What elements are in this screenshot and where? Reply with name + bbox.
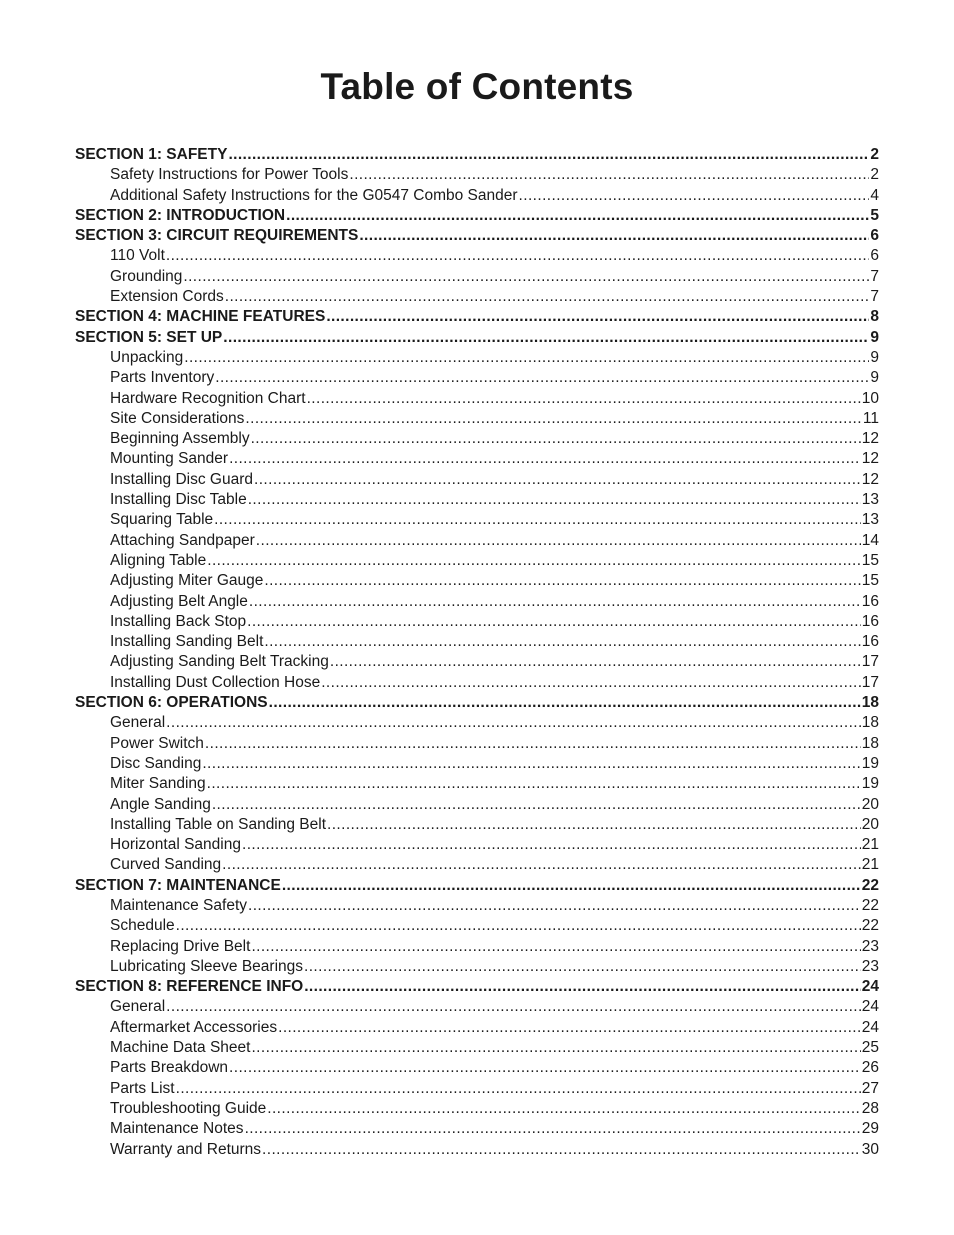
toc-section-entry[interactable] (75, 226, 879, 246)
toc-entry-label: Machine Data Sheet (110, 1039, 251, 1057)
toc-entry-label: Horizontal Sanding (110, 836, 241, 854)
dot-leader (249, 592, 861, 612)
toc-entry-label: Adjusting Belt Angle (110, 592, 248, 610)
toc-entry-label: SECTION 8: REFERENCE INFO (75, 978, 304, 996)
toc-entry-page-number: 24 (861, 998, 879, 1016)
toc-entry-label: Installing Disc Table (110, 491, 247, 509)
toc-section-entry[interactable] (75, 307, 879, 327)
toc-entry-label: Installing Table on Sanding Belt (110, 815, 327, 833)
toc-item-entry[interactable] (75, 389, 879, 409)
page-title: Table of Contents (320, 66, 634, 107)
toc-item-entry[interactable] (75, 348, 879, 368)
toc-entry-page-number: 30 (861, 1140, 879, 1158)
dot-leader (229, 449, 861, 469)
toc-item-entry[interactable] (75, 531, 879, 551)
toc-entry-label: Troubleshooting Guide (110, 1099, 267, 1117)
toc-item-entry[interactable] (75, 734, 879, 754)
toc-item-entry[interactable] (75, 1038, 879, 1058)
toc-item-entry[interactable] (75, 246, 879, 266)
toc-entry-page-number: 12 (861, 450, 879, 468)
dot-leader (242, 835, 861, 855)
toc-entry-label: Curved Sanding (110, 856, 222, 874)
toc-item-entry[interactable] (75, 713, 879, 733)
toc-entry-page-number: 24 (861, 978, 879, 996)
toc-entry-label: Maintenance Safety (110, 896, 248, 914)
toc-section-entry[interactable] (75, 206, 879, 226)
dot-leader (184, 348, 869, 368)
dot-leader (264, 632, 860, 652)
toc-entry-label: Attaching Sandpaper (110, 531, 255, 549)
toc-entry-label: Aligning Table (110, 551, 207, 569)
dot-leader (327, 815, 861, 835)
toc-item-entry[interactable] (75, 409, 879, 429)
toc-entry-page-number: 20 (861, 795, 879, 813)
toc-entry-label: Safety Instructions for Power Tools (110, 166, 349, 184)
dot-leader (256, 531, 861, 551)
dot-leader (330, 652, 861, 672)
dot-leader (349, 165, 869, 185)
dot-leader (225, 287, 870, 307)
toc-entry-page-number: 21 (861, 836, 879, 854)
toc-entry-label: General (110, 998, 166, 1016)
toc-entry-page-number: 14 (861, 531, 879, 549)
toc-entry-label: Installing Dust Collection Hose (110, 673, 321, 691)
toc-entry-page-number: 9 (870, 348, 879, 366)
toc-entry-label: Grounding (110, 267, 183, 285)
toc-item-entry[interactable] (75, 1099, 879, 1119)
toc-entry-page-number: 15 (861, 572, 879, 590)
toc-entry-page-number: 26 (861, 1059, 879, 1077)
toc-entry-label: SECTION 5: SET UP (75, 328, 223, 346)
toc-entry-page-number: 9 (870, 328, 879, 346)
toc-section-entry[interactable] (75, 693, 879, 713)
toc-entry-label: Adjusting Miter Gauge (110, 572, 264, 590)
toc-entry-page-number: 18 (861, 734, 879, 752)
dot-leader (251, 937, 860, 957)
toc-entry-page-number: 16 (861, 633, 879, 651)
toc-entry-page-number: 7 (870, 267, 879, 285)
toc-entry-page-number: 10 (861, 389, 879, 407)
toc-entry-label: Squaring Table (110, 511, 214, 529)
toc-entry-page-number: 9 (870, 369, 879, 387)
dot-leader (262, 1140, 861, 1160)
toc-item-entry[interactable] (75, 652, 879, 672)
dot-leader (278, 1018, 861, 1038)
dot-leader (176, 916, 861, 936)
toc-entry-page-number: 7 (870, 288, 879, 306)
dot-leader (321, 673, 861, 693)
toc-entry-label: SECTION 6: OPERATIONS (75, 694, 268, 712)
toc-item-entry[interactable] (75, 429, 879, 449)
toc-entry-label: Lubricating Sleeve Bearings (110, 957, 304, 975)
toc-entry-label: Parts List (110, 1079, 175, 1097)
toc-entry-label: Warranty and Returns (110, 1140, 262, 1158)
dot-leader (176, 1079, 861, 1099)
toc-entry-label: Unpacking (110, 348, 184, 366)
dot-leader (251, 1038, 860, 1058)
toc-section-entry[interactable] (75, 145, 879, 165)
toc-entry-page-number: 23 (861, 957, 879, 975)
toc-item-entry[interactable] (75, 1119, 879, 1139)
dot-leader (286, 206, 869, 226)
toc-entry-page-number: 17 (861, 673, 879, 691)
toc-item-entry[interactable] (75, 632, 879, 652)
toc-entry-page-number: 15 (861, 551, 879, 569)
toc-item-entry[interactable] (75, 267, 879, 287)
toc-entry-page-number: 13 (861, 491, 879, 509)
toc-item-entry[interactable] (75, 937, 879, 957)
dot-leader (222, 855, 861, 875)
toc-entry-label: SECTION 7: MAINTENANCE (75, 876, 281, 894)
toc-entry-label: Beginning Assembly (110, 430, 250, 448)
toc-entry-page-number: 11 (862, 409, 879, 427)
toc-entry-label: SECTION 3: CIRCUIT REQUIREMENTS (75, 227, 359, 245)
toc-entry-page-number: 25 (861, 1039, 879, 1057)
dot-leader (215, 368, 869, 388)
dot-leader (251, 429, 861, 449)
toc-entry-label: Parts Breakdown (110, 1059, 229, 1077)
toc-entry-label: General (110, 714, 166, 732)
toc-entry-label: Replacing Drive Belt (110, 937, 251, 955)
dot-leader (205, 734, 861, 754)
toc-entry-page-number: 2 (870, 146, 879, 163)
dot-leader (254, 470, 861, 490)
toc-entry-label: Installing Disc Guard (110, 470, 254, 488)
dot-leader (304, 977, 861, 997)
toc-entry-label: Disc Sanding (110, 754, 202, 772)
toc-section-entry[interactable] (75, 977, 879, 997)
toc-entry-label: Installing Back Stop (110, 612, 247, 630)
table-of-contents (75, 145, 879, 1160)
toc-item-entry[interactable] (75, 510, 879, 530)
toc-entry-page-number: 19 (861, 754, 879, 772)
toc-entry-page-number: 22 (861, 896, 879, 914)
dot-leader (223, 328, 869, 348)
toc-entry-label: SECTION 4: MACHINE FEATURES (75, 308, 326, 326)
toc-entry-page-number: 17 (861, 653, 879, 671)
dot-leader (245, 1119, 861, 1139)
dot-leader (248, 896, 861, 916)
dot-leader (304, 957, 861, 977)
toc-section-entry[interactable] (75, 328, 879, 348)
toc-item-entry[interactable] (75, 490, 879, 510)
dot-leader (212, 795, 861, 815)
toc-item-entry[interactable] (75, 1140, 879, 1160)
dot-leader (207, 551, 861, 571)
toc-entry-label: Angle Sanding (110, 795, 211, 813)
dot-leader (359, 226, 869, 246)
dot-leader (282, 876, 861, 896)
toc-entry-page-number: 2 (870, 166, 879, 184)
toc-item-entry[interactable] (75, 673, 879, 693)
toc-item-entry[interactable] (75, 470, 879, 490)
toc-item-entry[interactable] (75, 957, 879, 977)
toc-item-entry[interactable] (75, 754, 879, 774)
toc-entry-page-number: 18 (861, 694, 879, 712)
toc-entry-page-number: 23 (861, 937, 879, 955)
dot-leader (326, 307, 869, 327)
toc-entry-page-number: 16 (861, 592, 879, 610)
toc-entry-page-number: 12 (861, 470, 879, 488)
dot-leader (267, 1099, 861, 1119)
toc-entry-label: Hardware Recognition Chart (110, 389, 306, 407)
dot-leader (228, 145, 869, 165)
toc-item-entry[interactable] (75, 368, 879, 388)
dot-leader (202, 754, 860, 774)
dot-leader (229, 1058, 861, 1078)
toc-item-entry[interactable] (75, 835, 879, 855)
toc-entry-label: Site Considerations (110, 409, 245, 427)
toc-item-entry[interactable] (75, 997, 879, 1017)
toc-entry-page-number: 6 (870, 227, 879, 245)
toc-entry-page-number: 22 (861, 917, 879, 935)
toc-entry-page-number: 12 (861, 430, 879, 448)
toc-entry-page-number: 16 (861, 612, 879, 630)
toc-entry-page-number: 5 (870, 206, 879, 224)
toc-entry-page-number: 19 (861, 775, 879, 793)
toc-entry-label: Miter Sanding (110, 775, 206, 793)
toc-item-entry[interactable] (75, 795, 879, 815)
toc-item-entry[interactable] (75, 165, 879, 185)
dot-leader (269, 693, 861, 713)
toc-entry-label: Mounting Sander (110, 450, 229, 468)
toc-item-entry[interactable] (75, 1079, 879, 1099)
toc-section-entry[interactable] (75, 876, 879, 896)
toc-entry-label: Power Switch (110, 734, 204, 752)
toc-item-entry[interactable] (75, 612, 879, 632)
toc-entry-label: Aftermarket Accessories (110, 1018, 278, 1036)
toc-item-entry[interactable] (75, 896, 879, 916)
dot-leader (245, 409, 861, 429)
toc-entry-label: Maintenance Notes (110, 1120, 244, 1138)
toc-entry-page-number: 13 (861, 511, 879, 529)
toc-entry-page-number: 22 (861, 876, 879, 894)
toc-entry-label: Schedule (110, 917, 175, 935)
dot-leader (166, 713, 861, 733)
toc-item-entry[interactable] (75, 774, 879, 794)
dot-leader (519, 186, 870, 206)
toc-entry-page-number: 27 (861, 1079, 879, 1097)
dot-leader (247, 612, 861, 632)
dot-leader (307, 389, 861, 409)
toc-item-entry[interactable] (75, 1058, 879, 1078)
dot-leader (183, 267, 869, 287)
toc-entry-page-number: 8 (870, 308, 879, 326)
toc-item-entry[interactable] (75, 855, 879, 875)
toc-entry-page-number: 6 (870, 247, 879, 265)
toc-entry-page-number: 18 (861, 714, 879, 732)
toc-entry-page-number: 21 (861, 856, 879, 874)
toc-item-entry[interactable] (75, 571, 879, 591)
toc-entry-page-number: 20 (861, 815, 879, 833)
dot-leader (207, 774, 861, 794)
toc-entry-label: 110 Volt (110, 247, 165, 265)
dot-leader (214, 510, 861, 530)
dot-leader (166, 997, 861, 1017)
toc-item-entry[interactable] (75, 287, 879, 307)
dot-leader (248, 490, 861, 510)
toc-entry-page-number: 29 (861, 1120, 879, 1138)
toc-entry-page-number: 28 (861, 1099, 879, 1117)
toc-item-entry[interactable] (75, 449, 879, 469)
toc-entry-label: Installing Sanding Belt (110, 633, 264, 651)
toc-entry-label: SECTION 2: INTRODUCTION (75, 206, 286, 224)
dot-leader (264, 571, 860, 591)
toc-entry-label: Parts Inventory (110, 369, 215, 387)
toc-item-entry[interactable] (75, 186, 879, 206)
toc-entry-label: Additional Safety Instructions for the G0547 Combo Sander (110, 186, 518, 204)
toc-entry-label: Adjusting Sanding Belt Tracking (110, 653, 329, 671)
toc-item-entry[interactable] (75, 916, 879, 936)
toc-item-entry[interactable] (75, 815, 879, 835)
toc-item-entry[interactable] (75, 1018, 879, 1038)
toc-entry-page-number: 4 (870, 186, 879, 204)
toc-entry-label: SECTION 1: SAFETY (75, 146, 228, 163)
toc-item-entry[interactable] (75, 551, 879, 571)
toc-entry-page-number: 24 (861, 1018, 879, 1036)
toc-entry-label: Extension Cords (110, 288, 224, 306)
toc-item-entry[interactable] (75, 592, 879, 612)
dot-leader (166, 246, 870, 266)
